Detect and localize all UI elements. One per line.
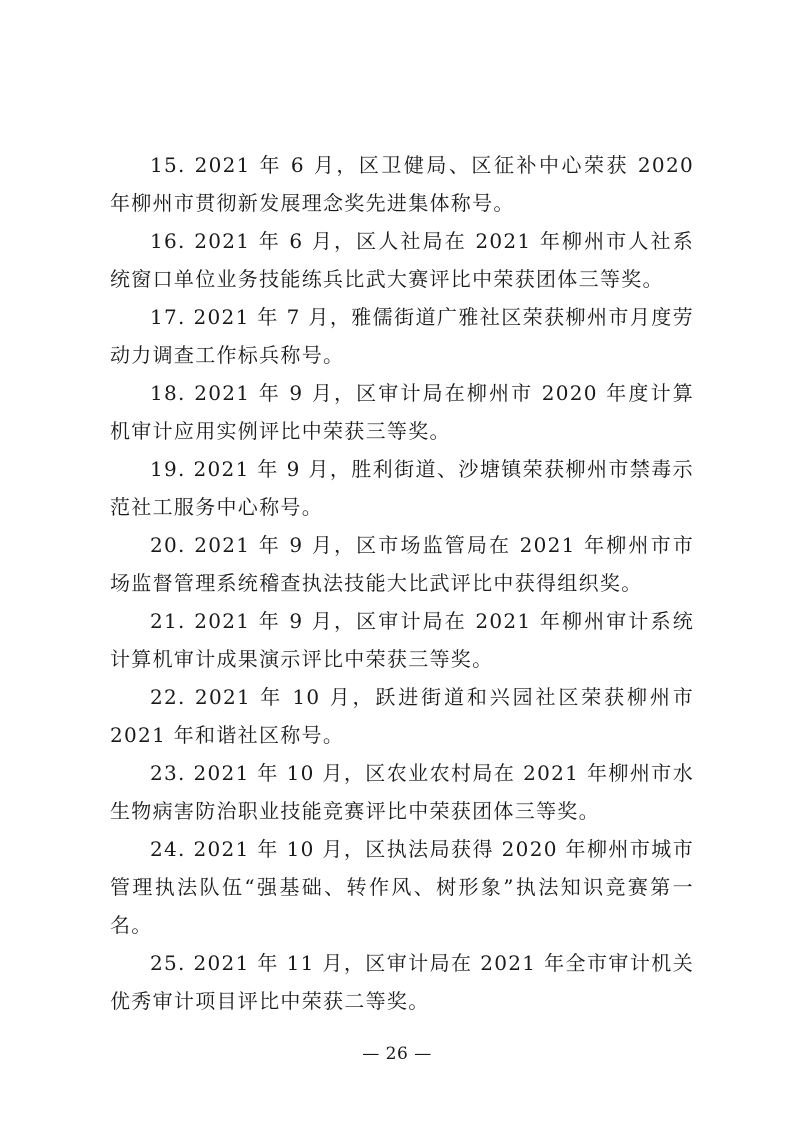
list-item: 19. 2021 年 9 月，胜利街道、沙塘镇荣获柳州市禁毒示范社工服务中心称号。 (110, 457, 694, 519)
list-item: 22. 2021 年 10 月，跃进街道和兴园社区荣获柳州市 2021 年和谐社区称号。 (110, 685, 694, 747)
list-item: 20. 2021 年 9 月，区市场监管局在 2021 年柳州市市场监督管理系统稽查执法技能大比武评比中获得组织奖。 (110, 533, 694, 595)
list-item: 17. 2021 年 7 月，雅儒街道广雅社区荣获柳州市月度劳动力调查工作标兵称号。 (110, 305, 694, 367)
list-item: 21. 2021 年 9 月，区审计局在 2021 年柳州审计系统计算机审计成果演示评比中荣获三等奖。 (110, 609, 694, 671)
list-item: 23. 2021 年 10 月，区农业农村局在 2021 年柳州市水生物病害防治职业技能竞赛评比中荣获团体三等奖。 (110, 761, 694, 823)
list-item: 18. 2021 年 9 月，区审计局在柳州市 2020 年度计算机审计应用实例评比中荣获三等奖。 (110, 381, 694, 443)
list-item: 15. 2021 年 6 月，区卫健局、区征补中心荣获 2020 年柳州市贯彻新发展理念奖先进集体称号。 (110, 153, 694, 215)
document-body (110, 146, 694, 1020)
list-item: 24. 2021 年 10 月，区执法局获得 2020 年柳州市城市管理执法队伍“强基础、转作风、树形象”执法知识竞赛第一名。 (110, 837, 694, 937)
list-item: 16. 2021 年 6 月，区人社局在 2021 年柳州市人社系统窗口单位业务技能练兵比武大赛评比中荣获团体三等奖。 (110, 229, 694, 291)
list-item: 25. 2021 年 11 月，区审计局在 2021 年全市审计机关优秀审计项目评比中荣获二等奖。 (110, 951, 694, 1013)
page-number: — 26 — (362, 1044, 432, 1064)
